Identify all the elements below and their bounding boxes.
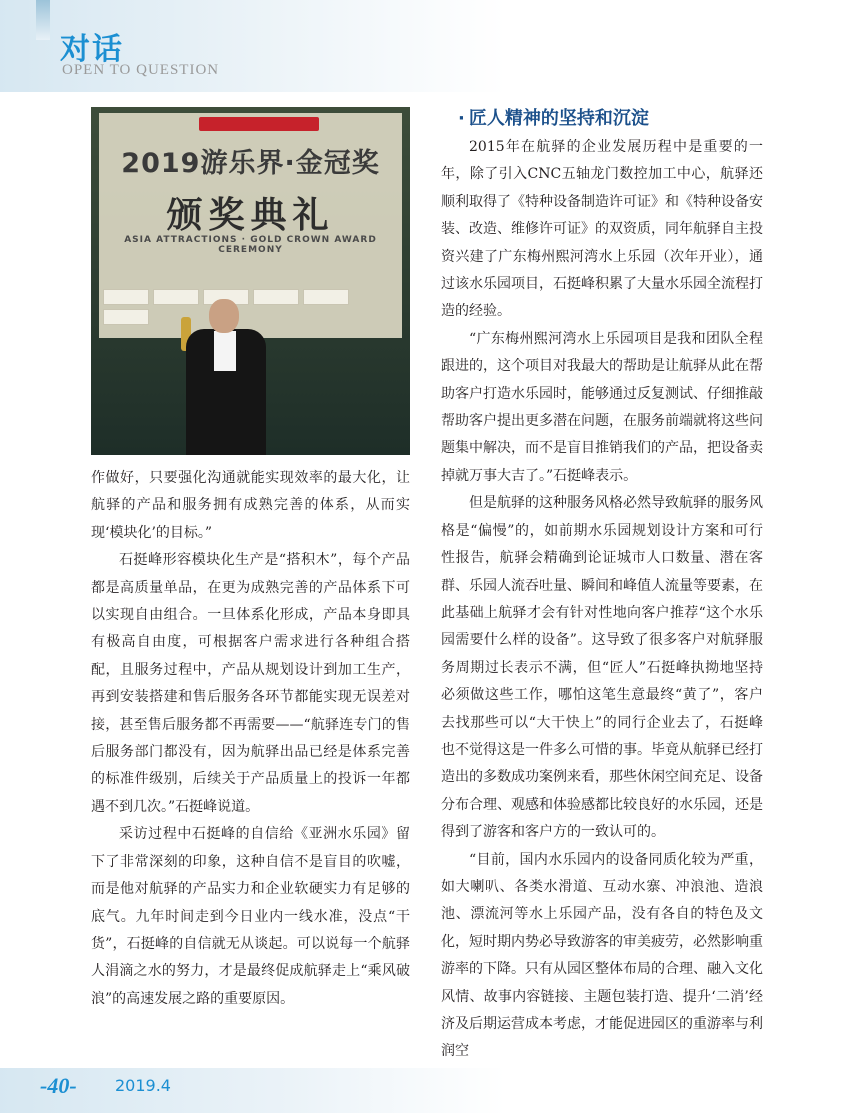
backdrop-title-line1: 2019游乐界·金冠奖 <box>121 148 380 179</box>
paragraph: 2015年在航驿的企业发展历程中是重要的一年，除了引入CNC五轴龙门数控加工中心，航驿还顺利取得了《特种设备制造许可证》和《特种设备安装、改造、维修许可证》的双资质，同年航驿自主投资兴建了广东梅州熙河湾水上乐园（次年开业），通过该水乐园项目，石挺峰积累了大量水乐园全流程打造的经验。 <box>441 139 763 320</box>
article-heading-text: 匠人精神的坚持和沉淀 <box>468 108 649 129</box>
paragraph: “广东梅州熙河湾水上乐园项目是我和团队全程跟进的，这个项目对我最大的帮助是让航驿从此在帮助客户打造水乐园时，能够通过反复测试、仔细推敲帮助客户提出更多潜在问题，在服务前端就将这些问题集中解决，而不是盲目推销我们的产品，把设备卖掉就万事大吉了。”石挺峰表示。 <box>441 330 763 484</box>
person-head <box>209 299 239 333</box>
paragraph: 作做好，只要强化沟通就能实现效率的最大化，让航驿的产品和服务拥有成熟完善的体系，从而实现‘模块化’的目标。” <box>91 470 410 541</box>
section-subtitle: OPEN TO QUESTION <box>62 62 220 78</box>
paragraph: 石挺峰形容模块化生产是“搭积木”，每个产品都是高质量单品，在更为成熟完善的产品体系下可以实现自由组合。一旦体系化形成，产品本身即具有极高自由度，可根据客户需求进行各种组合搭配，且服务过程中，产品从规划设计到加工生产，再到安装搭建和售后服务各环节都能实现无误差对接，甚至售后服务都不再需要——“航驿连专门的售后服务部门都没有，因为航驿出品已经是体系完善的标准件级别，后续关于产品质量上的投诉一年都遇不到几次。”石挺峰说道。 <box>91 552 410 815</box>
issue-date: 2019.4 <box>115 1076 171 1095</box>
article-heading <box>458 104 649 130</box>
article-column-right <box>441 134 763 1066</box>
header-accent-stripe <box>36 0 50 40</box>
paragraph: 采访过程中石挺峰的自信给《亚洲水乐园》留下了非常深刻的印象，这种自信不是盲目的吹嘘，而是他对航驿的产品实力和企业软硬实力有足够的底气。九年时间走到今日业内一线水准，没点“干货”，石挺峰的自信就无从谈起。可以说每一个航驿人涓滴之水的努力，才是最终促成航驿走上“乘风破浪”的高速发展之路的重要原因。 <box>91 826 410 1007</box>
article-column-left <box>91 465 410 1013</box>
event-logo <box>199 117 319 131</box>
paragraph: “目前，国内水乐园内的设备同质化较为严重，如大喇叭、各类水滑道、互动水寨、冲浪池、造浪池、漂流河等水上乐园产品，没有各自的特色及文化，短时期内势必导致游客的审美疲劳，必然影响重游率的下降。只有从园区整体布局的合理、融入文化风情、故事内容链接、主题包装打造、提升‘二消’经济及后期运营成本考虑，才能促进园区的重游率与利润空 <box>441 851 763 1060</box>
section-title: 对话 <box>60 32 124 67</box>
sponsor-logo <box>103 289 149 305</box>
heading-bullet: · <box>458 108 465 129</box>
backdrop-title-line3: ASIA ATTRACTIONS · GOLD CROWN AWARD CEREMONY <box>124 235 377 255</box>
award-ceremony-photo <box>91 107 410 455</box>
sponsor-logo <box>153 289 199 305</box>
backdrop-title-line2: 颁奖典礼 <box>166 195 335 236</box>
page-number: -40- <box>40 1073 77 1098</box>
person-shirt <box>214 331 236 371</box>
sponsor-logo <box>103 309 149 325</box>
paragraph: 但是航驿的这种服务风格必然导致航驿的服务风格是“偏慢”的，如前期水乐园规划设计方案和可行性报告，航驿会精确到论证城市人口数量、潜在客群、乐园人流吞吐量、瞬间和峰值人流量等要素，在此基础上航驿才会有针对性地向客户推荐“这个水乐园需要什么样的设备”。这导致了很多客户对航驿服务周期过长表示不满，但“匠人”石挺峰执拗地坚持必须做这些工作，哪怕这笔生意最终“黄了”，客户去找那些可以“大干快上”的同行企业去了，石挺峰也不觉得这是一件多么可惜的事。毕竟从航驿已经打造出的多数成功案例来看，那些休闲空间充足、设备分布合理、观感和体验感都比较良好的水乐园，还是得到了游客和客户方的一致认可的。 <box>441 495 763 841</box>
sponsor-logo <box>253 289 299 305</box>
sponsor-logo <box>303 289 349 305</box>
sponsor-logos <box>99 285 402 325</box>
